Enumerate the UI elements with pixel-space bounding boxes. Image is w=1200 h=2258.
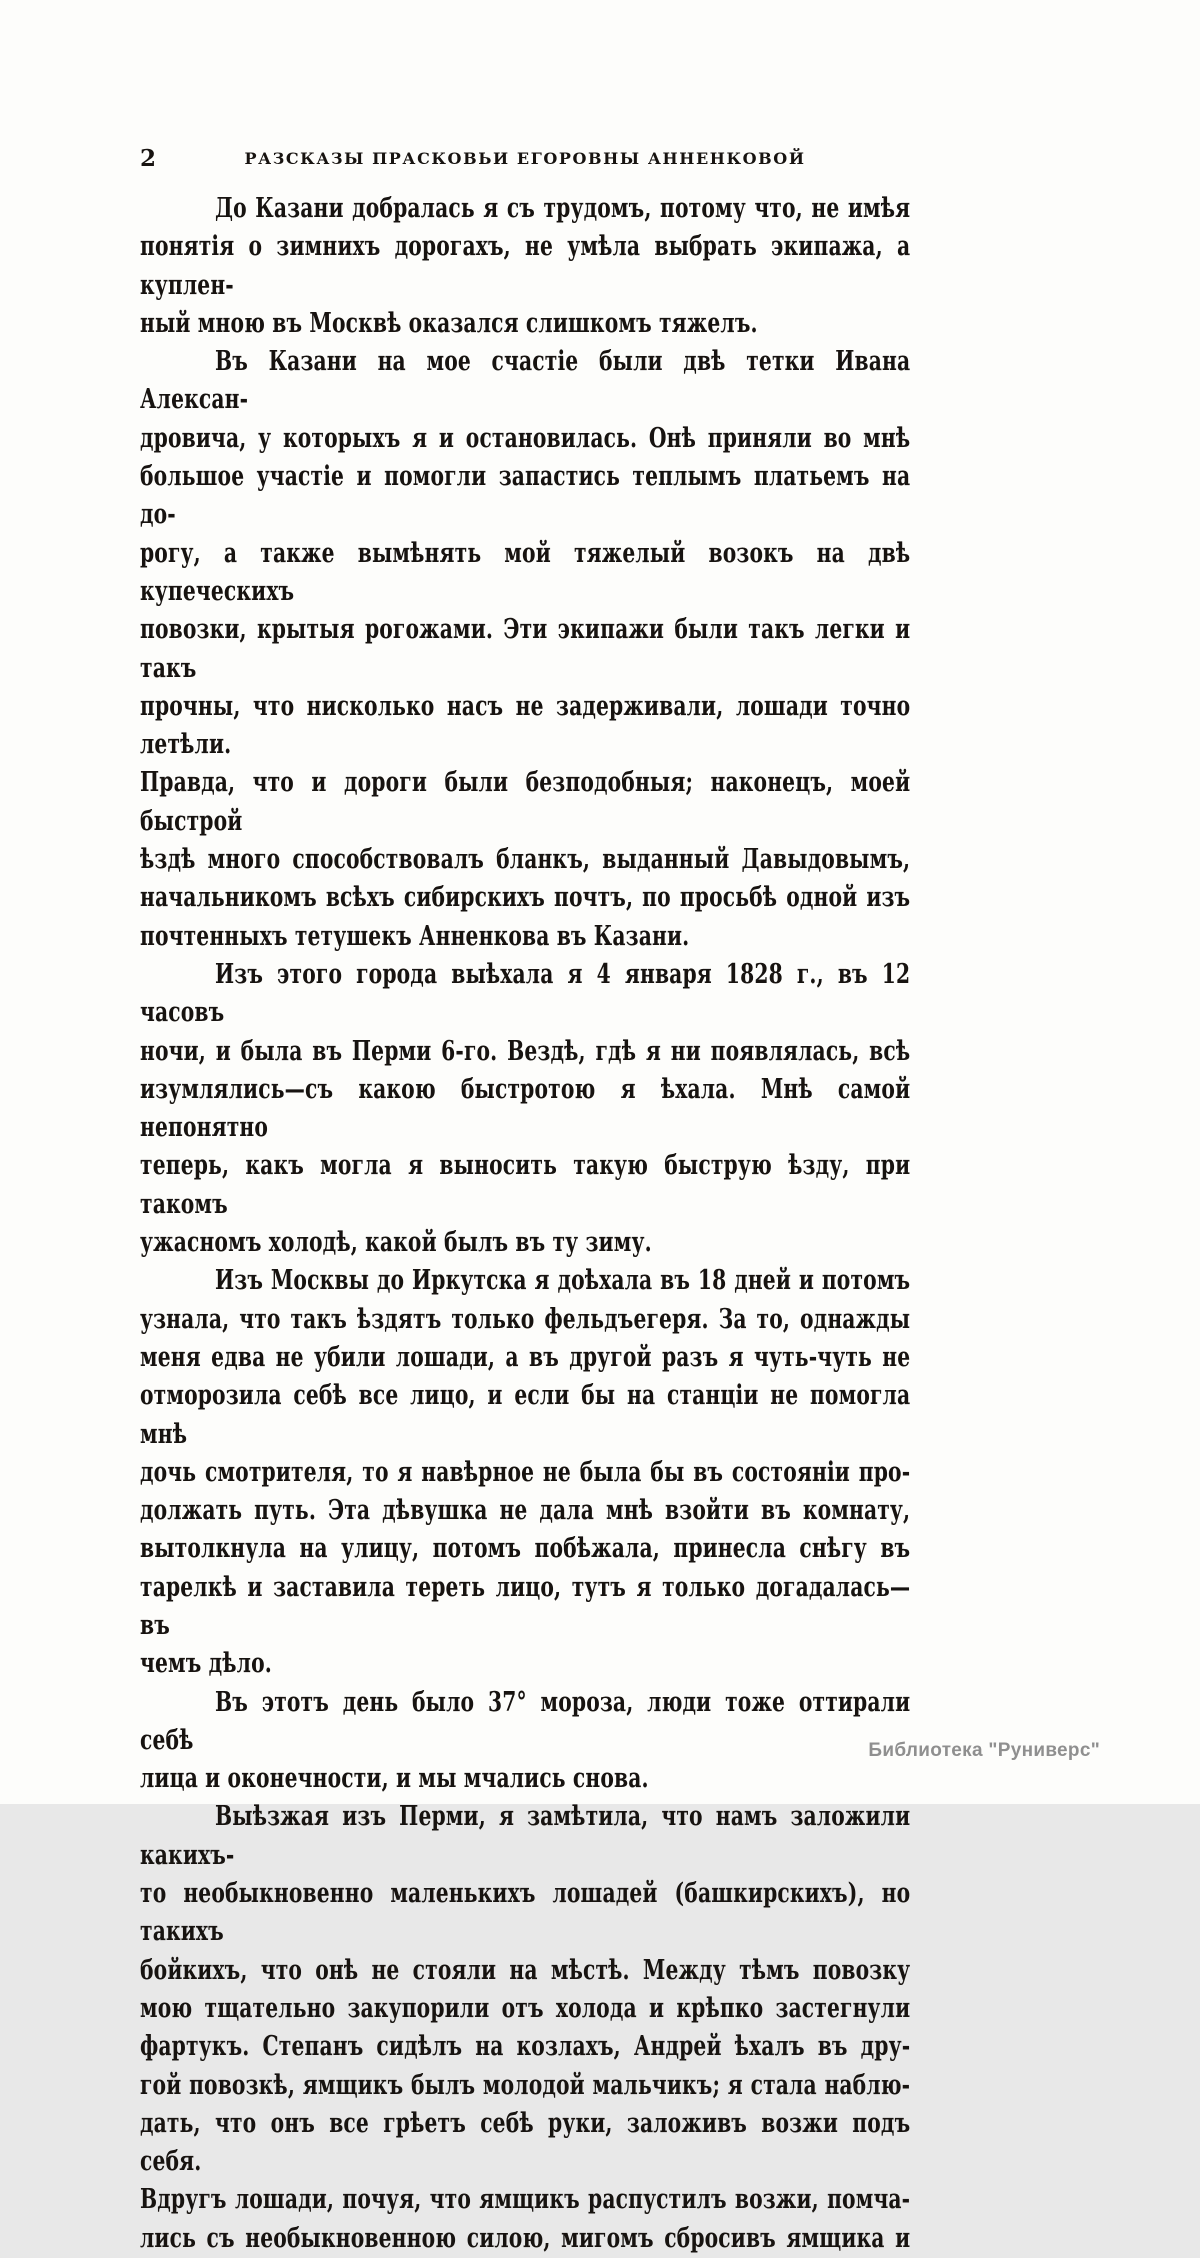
text-line: почтенныхъ тетушекъ Анненкова въ Казани.: [140, 920, 690, 952]
page-number: 2: [140, 145, 157, 172]
text-line: то необыкновенно маленькихъ лошадей (башкирскихъ), но такихъ: [140, 1878, 911, 1948]
text-line: чемъ дѣло.: [140, 1648, 272, 1680]
text-line: дать, что онъ все грѣетъ себѣ руки, заложивъ возжи подъ себя.: [140, 2107, 911, 2178]
text-line: меня едва не убили лошади, а въ другой разъ я чуть-чуть не: [140, 1341, 911, 1373]
paragraph: [140, 1684, 910, 1799]
paragraph: [140, 190, 910, 343]
text-line: теперь, какъ могла я выносить такую быструю ѣзду, при такомъ: [140, 1150, 911, 1220]
text-line: Вдругъ лошади, почуя, что ямщикъ распустилъ возжи, помча-: [140, 2184, 911, 2216]
running-title: РАЗСКАЗЫ ПРАСКОВЬИ ЕГОРОВНЫ АННЕНКОВОЙ: [244, 149, 806, 168]
text-line: повозки, крытыя рогожами. Эти экипажи были такъ легки и такъ: [140, 614, 911, 684]
text-line: Выѣзжая изъ Перми, я замѣтила, что намъ заложили какихъ-: [140, 1801, 911, 1871]
text-line: узнала, что такъ ѣздятъ только фельдъегеря. За то, однажды: [140, 1303, 911, 1335]
text-line: дочь смотрителя, то я навѣрное не была бы въ состояніи про-: [140, 1456, 911, 1488]
text-line: ѣздѣ много способствовалъ бланкъ, выданный Давыдовымъ,: [140, 844, 911, 876]
text-line: Изъ Москвы до Иркутска я доѣхала въ 18 дней и потомъ: [215, 1265, 911, 1297]
text-line: лись съ необыкновенною силою, мигомъ сбросивъ ямщика и: [140, 2222, 911, 2254]
paragraph: [140, 1262, 910, 1683]
text-line: ужасномъ холодѣ, какой былъ въ ту зиму.: [140, 1227, 652, 1259]
paragraph: [140, 343, 910, 956]
text-line: отморозила себѣ все лицо, и если бы на станціи не помогла мнѣ: [140, 1380, 911, 1450]
text-line: Въ Казани на мое счастіе были двѣ тетки Ивана Алексан-: [140, 346, 911, 416]
text-line: должать путь. Эта дѣвушка не дала мнѣ взойти въ комнату,: [140, 1495, 911, 1527]
text-line: гой повозкѣ, ямщикъ былъ молодой мальчикъ; я стала наблю-: [140, 2069, 911, 2101]
text-line: Изъ этого города выѣхала я 4 января 1828 г., въ 12 часовъ: [140, 958, 911, 1029]
text-line: бойкихъ, что онѣ не стояли на мѣстѣ. Между тѣмъ повозку: [140, 1954, 911, 1986]
text-line: лица и оконечности, и мы мчались снова.: [140, 1763, 649, 1795]
page-header: [140, 146, 910, 176]
library-watermark: Библиотека "Руниверс": [868, 1740, 1100, 1761]
text-line: Въ этотъ день было 37° мороза, люди тоже оттирали себѣ: [140, 1686, 911, 1756]
text-line: изумлялись—съ какою быстротою я ѣхала. Мнѣ самой непонятно: [140, 1073, 911, 1144]
text-line: тарелкѣ и заставила тереть лицо, тутъ я только догадалась—въ: [140, 1571, 911, 1641]
page-text: [140, 190, 910, 2258]
paragraph: [140, 956, 910, 1262]
text-line: рогу, а также вымѣнять мой тяжелый возокъ на двѣ купеческихъ: [140, 537, 911, 607]
text-line: дровича, у которыхъ я и остановилась. Онѣ приняли во мнѣ: [140, 422, 911, 454]
text-line: мою тщательно закупорили отъ холода и крѣпко застегнули: [140, 1992, 911, 2024]
text-line: понятія о зимнихъ дорогахъ, не умѣла выбрать экипажа, а куплен-: [140, 231, 911, 301]
text-line: большое участіе и помогли запастись теплымъ платьемъ на до-: [140, 461, 911, 531]
text-line: ночи, и была въ Перми 6-го. Вездѣ, гдѣ я ни появлялась, всѣ: [140, 1035, 911, 1067]
text-line: начальникомъ всѣхъ сибирскихъ почтъ, по просьбѣ одной изъ: [140, 882, 911, 914]
text-line: Правда, что и дороги были безподобныя; наконецъ, моей быстрой: [140, 767, 911, 837]
text-line: вытолкнула на улицу, потомъ побѣжала, принесла снѣгу въ: [140, 1533, 911, 1565]
text-line: прочны, что нисколько насъ не задерживали, лошади точно летѣли.: [140, 690, 911, 761]
text-line: До Казани добралась я съ трудомъ, потому что, не имѣя: [215, 193, 911, 224]
text-line: фартукъ. Степанъ сидѣлъ на козлахъ, Андрей ѣхалъ въ дру-: [140, 2031, 911, 2063]
paragraph: [140, 1798, 910, 2258]
text-line: ный мною въ Москвѣ оказался слишкомъ тяжелъ.: [140, 307, 758, 339]
